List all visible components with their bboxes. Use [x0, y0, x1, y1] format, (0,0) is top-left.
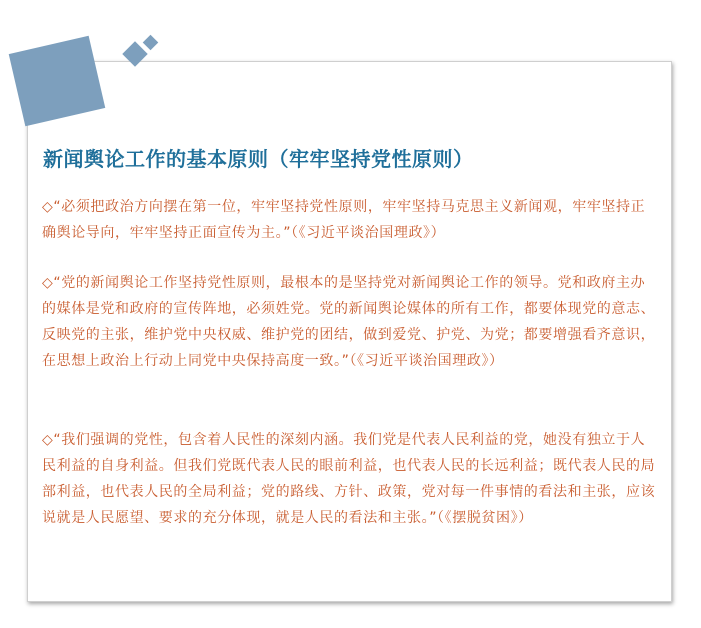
decorative-diamond-small	[143, 35, 159, 51]
quote-paragraph: ◇“我们强调的党性，包含着人民性的深刻内涵。我们党是代表人民利益的党，她没有独立于人民利益的自身利益。但我们党既代表人民的眼前利益，也代表人民的长远利益；既代表人民的局部利益，也代表人民的全局利益；党的路线、方针、政策，党对每一件事情的看法和主张，应该说就是人民愿望、要求的充分体现，就是人民的看法和主张。”（《摆脱贫困》）	[42, 432, 656, 526]
quote-paragraph: ◇“必须把政治方向摆在第一位，牢牢坚持党性原则，牢牢坚持马克思主义新闻观，牢牢坚持正确舆论导向，牢牢坚持正面宣传为主。”（《习近平谈治国理政》）	[42, 199, 646, 241]
page-title: 新闻舆论工作的基本原则（牢牢坚持党性原则）	[43, 147, 474, 171]
quote-paragraph: ◇“党的新闻舆论工作坚持党性原则，最根本的是坚持党对新闻舆论工作的领导。党和政府主办的媒体是党和政府的宣传阵地，必须姓党。党的新闻舆论媒体的所有工作，都要体现党的意志、反映党的主张，维护党中央权威、维护党的团结，做到爱党、护党、为党；都要增强看齐意识，在思想上政治上行动上同党中央保持高度一致。”（《习近平谈治国理政》）	[42, 275, 656, 369]
